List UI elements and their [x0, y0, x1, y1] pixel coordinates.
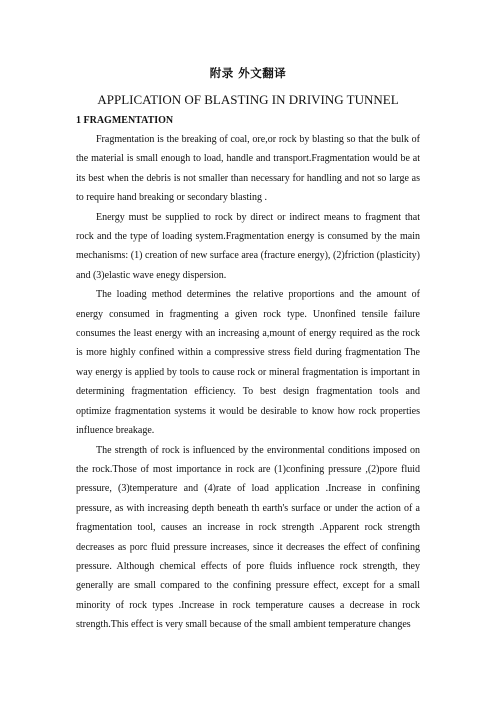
document-title: APPLICATION OF BLASTING IN DRIVING TUNNEL — [97, 92, 399, 107]
paragraph: Energy must be supplied to rock by direct or indirect means to fragment that rock and the type of loading system.Fragmentation energy is consumed by the main mechanisms: (1) creation of new surface area (fracture energy), (2)friction (plasticity) and (3)elastic wave enegy dispersion. — [76, 211, 420, 281]
appendix-title: 附录 外文翻译 — [209, 66, 287, 80]
section-heading: 1 FRAGMENTATION — [76, 115, 174, 126]
paragraph: The loading method determines the relative proportions and the amount of energy consumed in fragmenting a given rock type. Unonfined tensile failure consumes the least energy with an increasing a,mount of energy required as the rock is more highly confined within a compressive stress field during fragmentation The way energy is applied by tools to cause rock or mineral fragmentation is important in determining fragmentation efficiency. To best design fragmentation tools and optimize fragmentation systems it would be desirable to know how rock properties influence breakage. — [76, 289, 420, 437]
paragraph: Fragmentation is the breaking of coal, ore,or rock by blasting so that the bulk of the material is small enough to load, handle and transport.Fragmentation would be at its best when the debris is not smaller than necessary for handling and not so large as to require hand breaking or secondary blasting . — [76, 134, 420, 204]
paragraph: The strength of rock is influenced by the environmental conditions imposed on the rock.Those of most importance in rock are (1)confining pressure ,(2)pore fluid pressure, (3)temperature and (4)rate of load application .Increase in confining pressure, as with increasing depth beneath th earth's surface or under the action of a fragmentation tool, causes an increase in rock strength .Apparent rock strength decreases as porc fluid pressure increases, since it decreases the effect of confining pressure. Although chemical effects of pore fluids influence rock strength, they generally are small compared to the confining pressure effect, except for a small minority of rock types .Increase in rock temperature causes a decrease in rock strength.This effect is very small because of the small ambient temperature changes — [76, 444, 420, 631]
